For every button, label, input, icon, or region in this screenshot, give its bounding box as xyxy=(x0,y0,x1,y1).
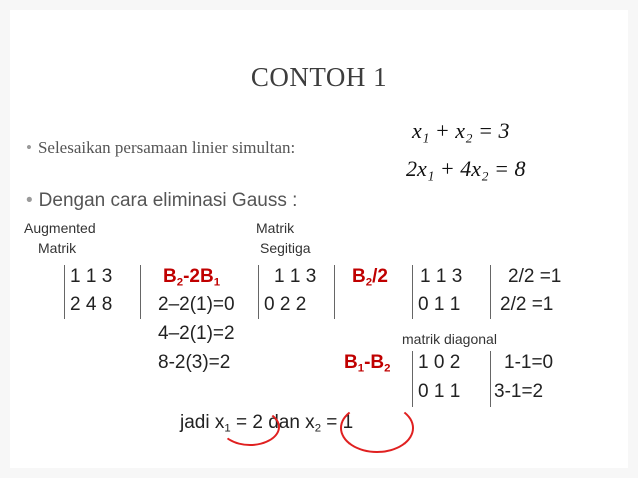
calc-2-line-2: 2/2 =1 xyxy=(500,294,554,315)
label-matrik-diagonal: matrik diagonal xyxy=(402,331,497,347)
label-matrik: Matrik xyxy=(256,220,295,236)
row-op-2: $B_2/2$ xyxy=(352,266,388,289)
bullet-dot-icon: • xyxy=(26,190,33,211)
matrix-left-bar xyxy=(412,265,413,319)
matrix3-row-1: 1 1 3 xyxy=(420,266,463,287)
bullet-1 xyxy=(26,138,295,158)
bullet-2 xyxy=(26,190,297,212)
slide xyxy=(10,10,628,468)
label-augmented-matrik: Matrik xyxy=(38,240,77,256)
matrix3-row-2: 0 1 1 xyxy=(418,294,461,315)
calc-1-line-3: 8-2(3)=2 xyxy=(158,352,231,373)
label-segitiga: Segitiga xyxy=(260,240,311,256)
matrix-right-bar xyxy=(334,265,335,319)
result-text: jadi $x_1 = 2$ dan $x_2 = 1$ xyxy=(180,412,354,435)
matrix-right-bar xyxy=(490,351,491,407)
row-op-3: $B_1-B_2$ xyxy=(344,352,391,375)
equation-1: x₁ + x₂ = 3 xyxy=(412,118,510,143)
matrix-left-bar xyxy=(412,351,413,407)
calc-3-line-2: 3-1=2 xyxy=(494,381,544,402)
calc-1-line-2: 4–2(1)=2 xyxy=(158,323,235,344)
annotation-circle-x1 xyxy=(220,408,280,446)
matrix-right-bar xyxy=(140,265,141,319)
matrix-right-bar xyxy=(490,265,491,319)
augmented-row-1: 1 1 3 xyxy=(70,266,113,287)
label-augmented: Augmented xyxy=(24,220,96,236)
calc-2-line-1: 2/2 =1 xyxy=(508,266,562,287)
triangular-row-1: 1 1 3 xyxy=(274,266,317,287)
calc-3-line-1: 1-1=0 xyxy=(504,352,554,373)
slide-title: CONTOH 1 xyxy=(250,62,388,92)
calc-1-line-1: 2–2(1)=0 xyxy=(158,294,235,315)
augmented-row-2: 2 4 8 xyxy=(70,294,113,315)
bullet-2-text: Dengan cara eliminasi Gauss : xyxy=(38,190,298,211)
diagonal-row-2: 0 1 1 xyxy=(418,381,461,402)
matrix-left-bar xyxy=(258,265,259,319)
bullet-1-text: Selesaikan persamaan linier simultan: xyxy=(37,138,296,157)
annotation-circle-x2 xyxy=(340,403,414,453)
equation-2: 2x₁ + 4x₂ = 8 xyxy=(406,156,526,181)
triangular-row-2: 0 2 2 xyxy=(264,294,307,315)
matrix-left-bar xyxy=(64,265,65,319)
bullet-dot-icon: • xyxy=(26,138,32,157)
diagonal-row-1: 1 0 2 xyxy=(418,352,461,373)
row-op-1: $B_2-2B_1$ xyxy=(163,266,221,289)
